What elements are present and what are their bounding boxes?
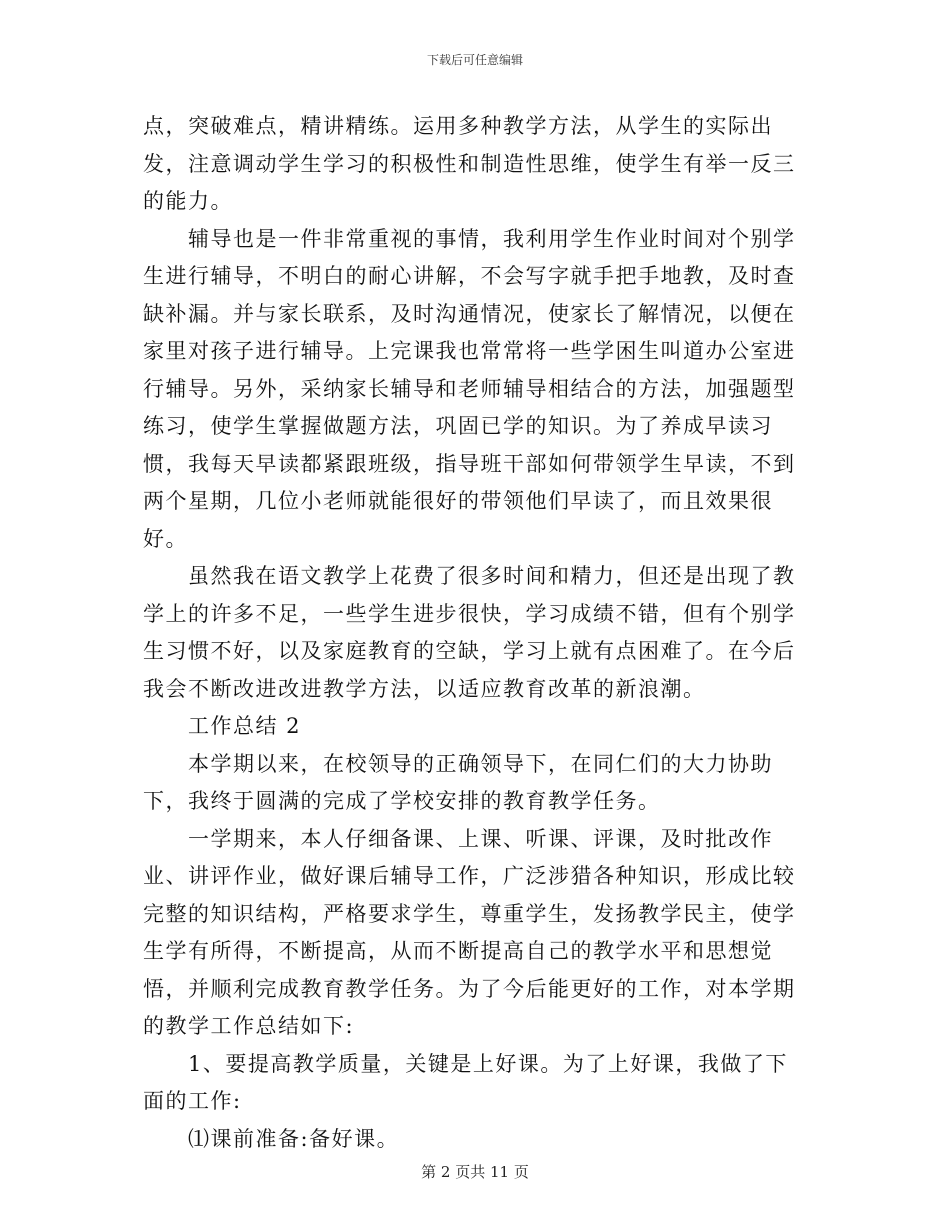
paragraph: 点，突破难点，精讲精练。运用多种教学方法，从学生的实际出发，注意调动学生学习的积极性和制造性思维，使学生有举一反三的能力。 (143, 114, 796, 213)
paragraph: 虽然我在语文教学上花费了很多时间和精力，但还是出现了教学上的许多不足，一些学生进步很快，学习成绩不错，但有个别学生习惯不好，以及家庭教育的空缺，学习上就有点困难了。在今后我会不断改进改进教学方法，以适应教育改革的新浪潮。 (143, 564, 796, 701)
page-footer: 第 2 页共 11 页 (421, 1163, 529, 1181)
paragraph: 辅导也是一件非常重视的事情，我利用学生作业时间对个别学生进行辅导，不明白的耐心讲解，不会写字就手把手地教，及时查缺补漏。并与家长联系，及时沟通情况，使家长了解情况，以便在家里对孩子进行辅导。上完课我也常常将一些学困生叫道办公室进行辅导。另外，采纳家长辅导和老师辅导相结合的方法，加强题型练习，使学生掌握做题方法，巩固已学的知识。为了养成早读习惯，我每天早读都紧跟班级，指导班干部如何带领学生早读，不到两个星期，几位小老师就能很好的带领他们早读了，而且效果很好。 (143, 226, 796, 551)
paragraph: 1、要提高教学质量，关键是上好课。为了上好课，我做了下面的工作: (143, 1051, 788, 1113)
document-body (143, 108, 810, 1158)
paragraph: ⑴课前准备:备好课。 (188, 1126, 400, 1151)
page-header: 下载后可任意编辑 (426, 53, 523, 67)
paragraph: 本学期以来，在校领导的正确领导下，在同仁们的大力协助下，我终于圆满的完成了学校安排的教育教学任务。 (143, 751, 773, 813)
paragraph: 一学期来，本人仔细备课、上课、听课、评课，及时批改作业、讲评作业，做好课后辅导工作，广泛涉猎各种知识，形成比较完整的知识结构，严格要求学生，尊重学生，发扬教学民主，使学生学有所得，不断提高，从而不断提高自己的教学水平和思想觉悟，并顺利完成教育教学任务。为了今后能更好的工作，对本学期的教学工作总结如下: (143, 826, 796, 1038)
section-heading: 工作总结 2 (188, 714, 302, 738)
